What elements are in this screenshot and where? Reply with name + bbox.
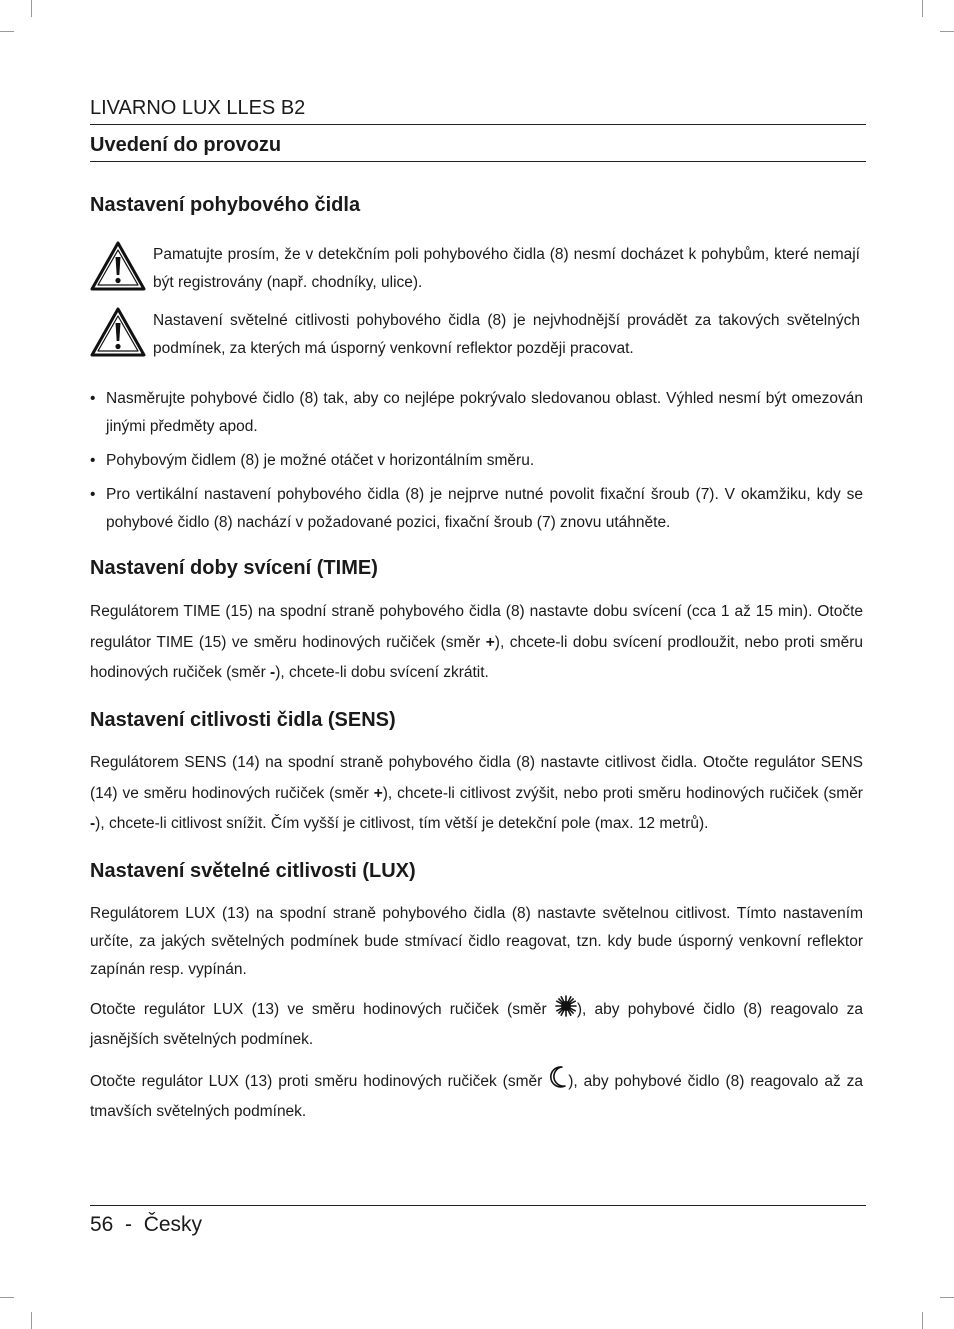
heading-time: Nastavení doby svícení (TIME) — [90, 557, 378, 579]
paragraph-lux-moon — [90, 1065, 863, 1127]
paragraph-time — [90, 597, 863, 689]
crop-mark — [0, 1297, 14, 1298]
paragraph-text: ), chcete-li citlivost snížit. Čím vyšší je citlivost, tím větší je detekční pole (max. 12 metrů). — [95, 815, 709, 832]
paragraph-lux-sun — [90, 995, 863, 1055]
page-number: 56 - Česky — [90, 1213, 203, 1236]
heading-lux: Nastavení světelné citlivosti (LUX) — [90, 860, 416, 882]
crop-mark — [0, 31, 14, 32]
paragraph-text: ), aby pohybové čidlo (8) reagovalo za jasnějších světelných podmínek. — [90, 1001, 863, 1048]
paragraph-lux: Regulátorem LUX (13) na spodní straně pohybového čidla (8) nastavte světelnou citlivost. Tímto nastavením určíte, za jakých světelných podmínek bude stmívací čidlo reagovat, tzn. kdy bude úsporný venkovní reflektor zapínán resp. vypínán. — [90, 905, 863, 978]
product-name: LIVARNO LUX LLES B2 — [90, 97, 306, 119]
bullet-dot: • — [90, 452, 96, 469]
paragraph-text: Regulátorem TIME (15) na spodní straně pohybového čidla (8) nastavte dobu svícení (cca 1 až 15 min). Otočte regulátor TIME (15) ve směru hodinových ručiček (směr — [90, 603, 863, 651]
warning-text: Pamatujte prosím, že v detekčním poli pohybového čidla (8) nesmí docházet k pohybům, které nemají být registrovány (např. chodníky, ulice). — [153, 246, 860, 291]
bullet-dot: • — [90, 486, 96, 503]
crop-mark — [922, 0, 923, 17]
paragraph-text: Regulátorem SENS (14) na spodní straně pohybového čidla (8) nastavte citlivost čidla. Otočte regulátor SENS (14) ve směru hodinových ručiček (směr — [90, 754, 863, 802]
section-header — [90, 132, 866, 162]
crop-mark — [31, 0, 32, 17]
section-title: Uvedení do provozu — [90, 134, 282, 156]
list-item — [90, 481, 863, 537]
paragraph-text: ), chcete-li citlivost zvýšit, nebo proti směru hodinových ručiček (směr — [382, 784, 863, 802]
list-item-text: Pro vertikální nastavení pohybového čidla (8) je nejprve nutné povolit fixační šroub (7). V okamžiku, kdy se pohybové čidlo (8) nachází v požadované pozici, fixační šroub (7) znovu utáhněte. — [106, 486, 863, 531]
warning-note — [90, 307, 863, 363]
paragraph-text: ), chcete-li dobu svícení prodloužit, nebo proti směru hodinových ručiček (směr — [90, 633, 863, 681]
crop-mark — [31, 1312, 32, 1329]
page-header — [90, 94, 866, 125]
list-item-text: Pohybovým čidlem (8) je možné otáčet v horizontálním směru. — [106, 452, 535, 469]
paragraph-text: Otočte regulátor LUX (13) ve směru hodinových ručiček (směr — [90, 1001, 555, 1018]
paragraph-text: ), chcete-li dobu svícení zkrátit. — [275, 664, 489, 681]
list-item-text: Nasměrujte pohybové čidlo (8) tak, aby co nejlépe pokrývalo sledovanou oblast. Výhled nesmí být omezován jinými předměty apod. — [106, 390, 863, 435]
paragraph-text: Otočte regulátor LUX (13) proti směru hodinových ručiček (směr — [90, 1073, 549, 1090]
plus-symbol: + — [373, 784, 383, 802]
plus-symbol: + — [485, 633, 495, 651]
warning-note — [90, 241, 863, 297]
paragraph-sens — [90, 748, 863, 840]
page-footer — [90, 1205, 866, 1240]
list-item — [90, 385, 863, 441]
list-item — [90, 447, 863, 475]
crop-mark — [940, 31, 954, 32]
warning-text: Nastavení světelné citlivosti pohybového čidla (8) je nejvhodnější provádět za takových světelných podmínek, za kterých má úsporný venkovní reflektor později pracovat. — [153, 312, 860, 357]
crop-mark — [922, 1312, 923, 1329]
minus-symbol: - — [90, 815, 96, 832]
moon-icon — [548, 1065, 568, 1089]
paragraph-text: ), aby pohybové čidlo (8) reagovalo až za tmavších světelných podmínek. — [90, 1073, 863, 1120]
heading-motion-sensor: Nastavení pohybového čidla — [90, 194, 361, 216]
warning-triangle-icon — [90, 241, 146, 291]
warning-triangle-icon — [90, 307, 146, 357]
minus-symbol: - — [270, 664, 276, 681]
bullet-dot: • — [90, 390, 96, 407]
crop-mark — [940, 1297, 954, 1298]
sun-icon — [555, 995, 577, 1017]
heading-sens: Nastavení citlivosti čidla (SENS) — [90, 709, 396, 731]
